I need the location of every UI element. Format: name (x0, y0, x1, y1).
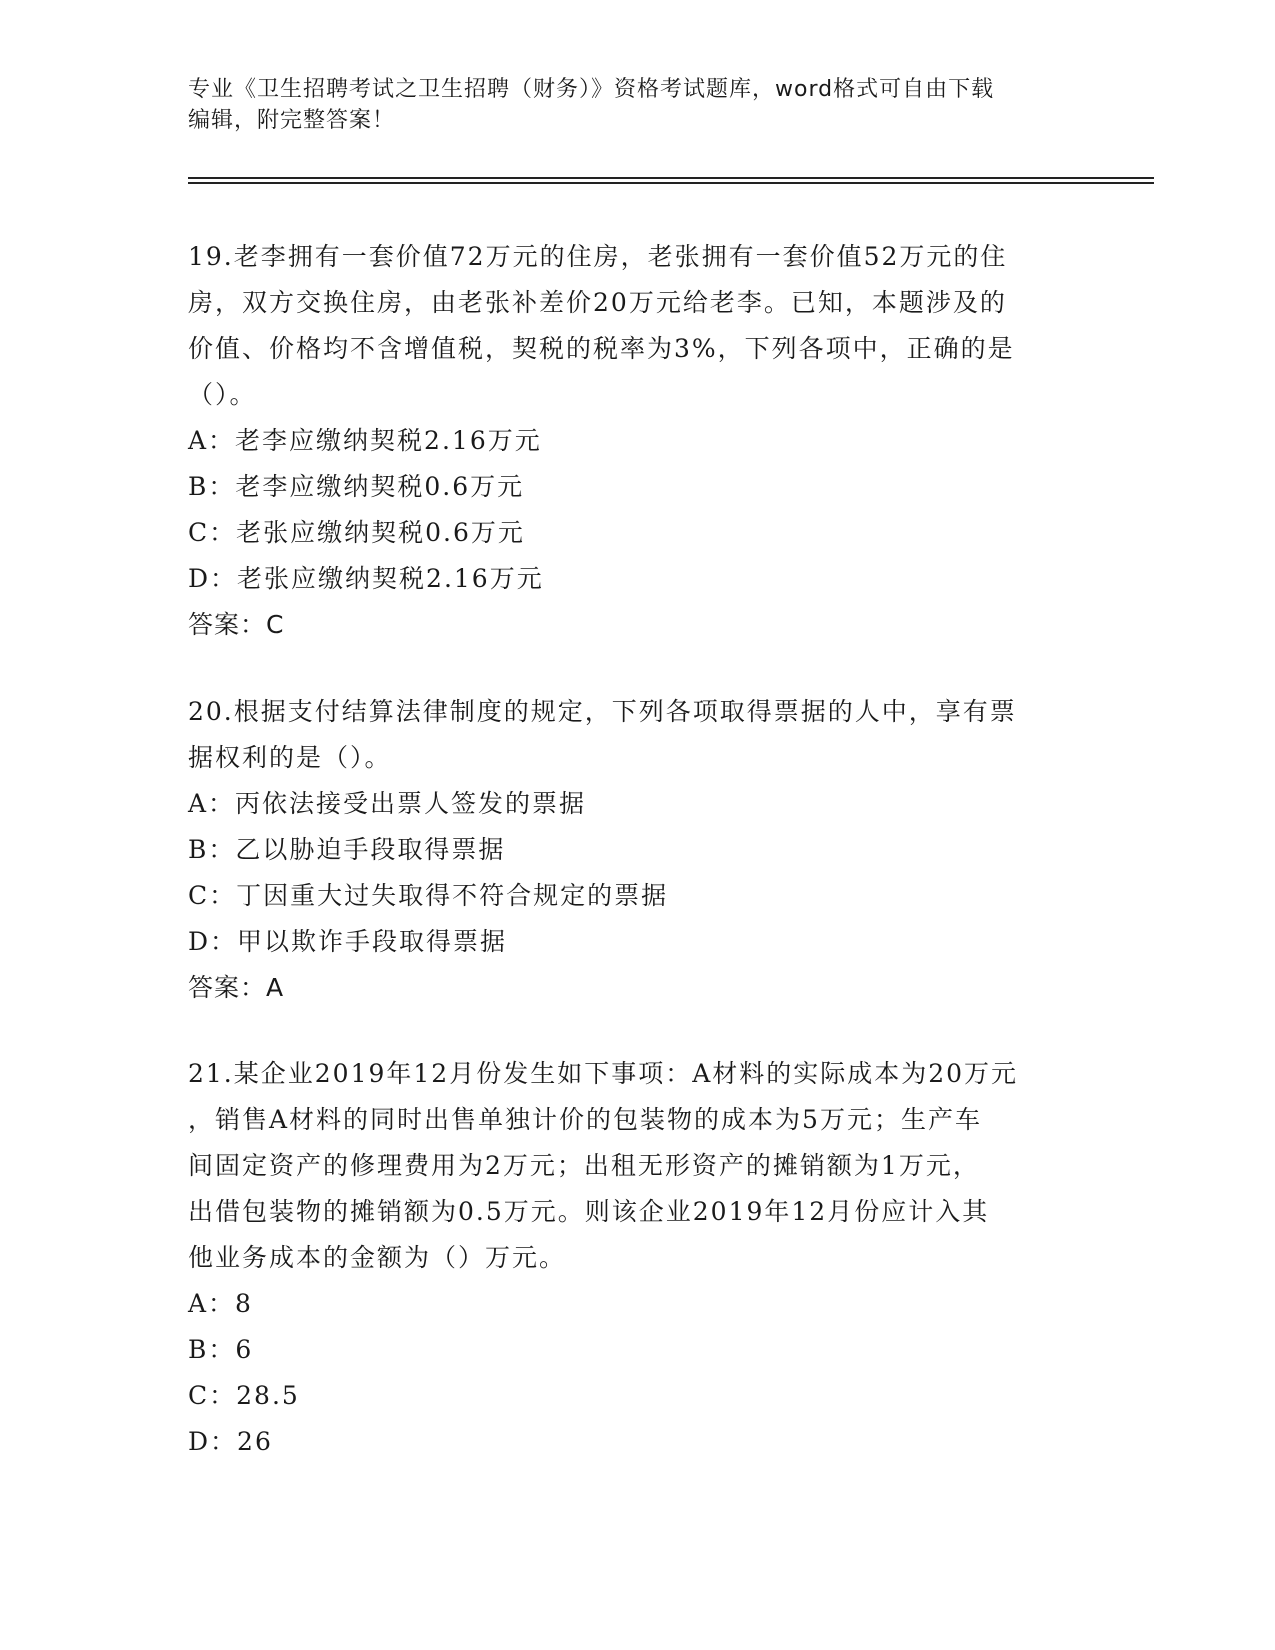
option-d: D：26 (188, 1427, 273, 1456)
option-b: B：老李应缴纳契税0.6万元 (188, 472, 525, 501)
question-text-line: 据权利的是（）。 (188, 743, 392, 772)
option-c: C：老张应缴纳契税0.6万元 (188, 518, 525, 547)
question-text-line: 间固定资产的修理费用为2万元；出租无形资产的摊销额为1万元， (188, 1151, 980, 1180)
question-21 (188, 1051, 1088, 1465)
option-a: A：老李应缴纳契税2.16万元 (188, 426, 542, 455)
question-text-line: 出借包装物的摊销额为0.5万元。则该企业2019年12月份应计入其 (188, 1197, 990, 1226)
question-text-line: （）。 (188, 380, 257, 409)
answer-text: 答案：A (188, 973, 285, 1002)
option-d: D：甲以欺诈手段取得票据 (188, 927, 508, 956)
option-c: C：28.5 (188, 1381, 300, 1410)
question-19 (188, 234, 1088, 648)
option-c: C：丁因重大过失取得不符合规定的票据 (188, 881, 669, 910)
option-b: B：6 (188, 1335, 254, 1364)
question-text-line: 房，双方交换住房，由老张补差价20万元给老李。已知，本题涉及的 (188, 288, 1007, 317)
option-a: A：丙依法接受出票人签发的票据 (188, 789, 587, 818)
header-divider-bottom (188, 182, 1154, 184)
answer-text: 答案：C (188, 610, 285, 639)
question-text-line: 价值、价格均不含增值税，契税的税率为3%，下列各项中，正确的是 (188, 334, 1015, 363)
question-text-line: ，销售A材料的同时出售单独计价的包装物的成本为5万元；生产车 (188, 1105, 982, 1134)
option-b: B：乙以胁迫手段取得票据 (188, 835, 506, 864)
question-text-line: 20.根据支付结算法律制度的规定，下列各项取得票据的人中，享有票 (188, 697, 1017, 726)
question-text-line: 他业务成本的金额为（）万元。 (188, 1243, 567, 1272)
document-header (188, 74, 1088, 136)
question-20 (188, 689, 1088, 1011)
header-divider-top (188, 177, 1154, 179)
question-text-line: 19.老李拥有一套价值72万元的住房，老张拥有一套价值52万元的住 (188, 242, 1008, 271)
option-d: D：老张应缴纳契税2.16万元 (188, 564, 544, 593)
header-line-1: 专业《卫生招聘考试之卫生招聘（财务）》资格考试题库，word格式可自由下载 (188, 77, 995, 102)
header-line-2: 编辑，附完整答案！ (188, 108, 396, 133)
question-text-line: 21.某企业2019年12月份发生如下事项：A材料的实际成本为20万元 (188, 1059, 1019, 1088)
option-a: A：8 (188, 1289, 253, 1318)
